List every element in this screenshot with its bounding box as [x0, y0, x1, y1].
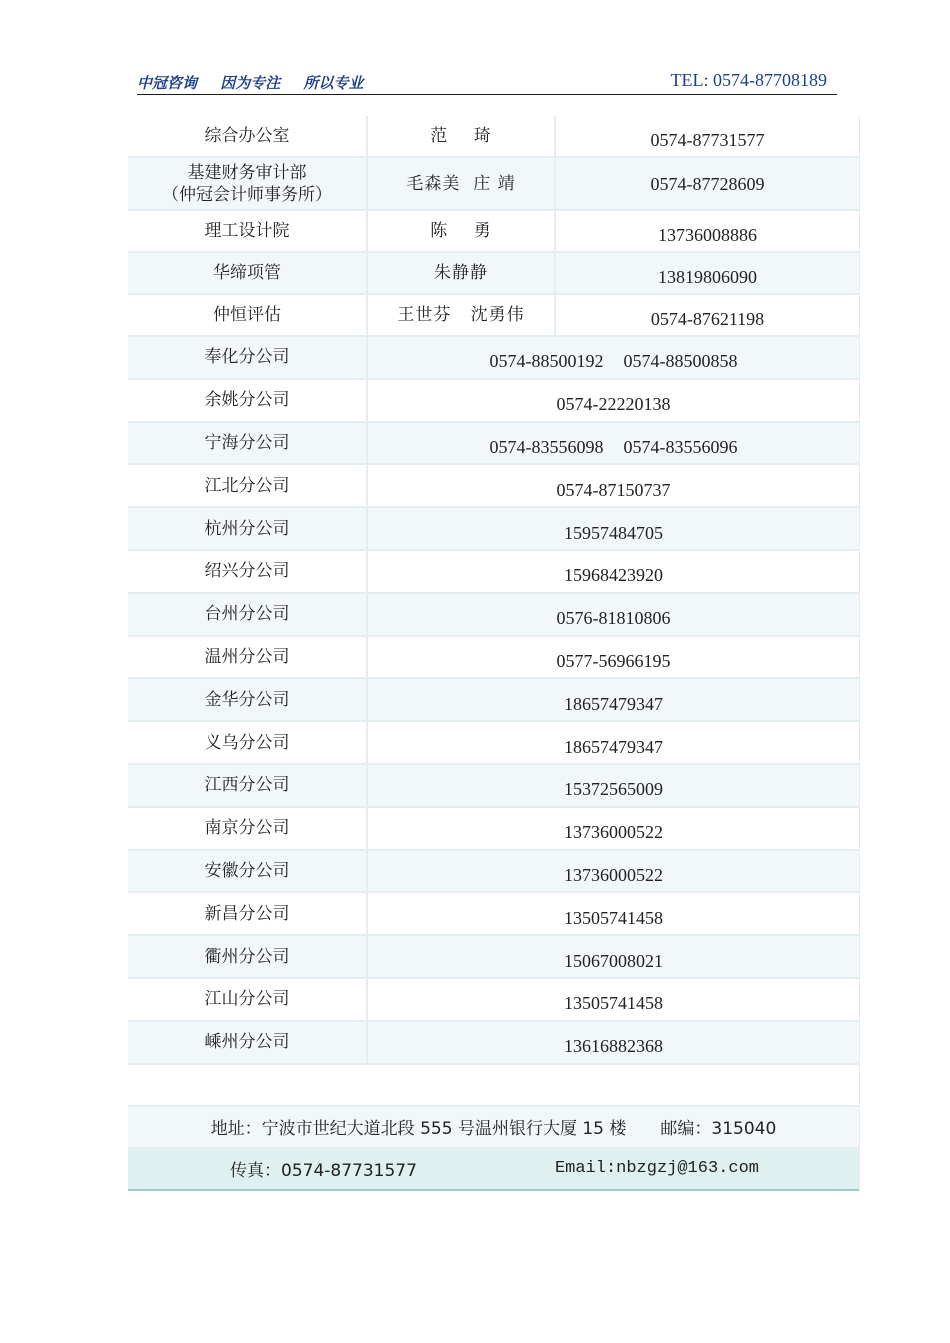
table-row — [128, 508, 859, 551]
table-row — [128, 979, 859, 1022]
department-rows — [128, 116, 859, 337]
contact-table — [128, 116, 860, 1191]
branch-name: 江北分公司 — [204, 475, 290, 496]
table-row — [128, 1022, 859, 1065]
phone-number: 0574-87731577 — [554, 116, 859, 156]
contact-person: 王世芬 沈勇伟 — [366, 295, 554, 335]
branch-phones — [366, 637, 859, 678]
page-header — [137, 66, 837, 95]
phone-number: 0574-88500192 — [489, 351, 604, 372]
phone-number: 15067008021 — [564, 950, 663, 971]
phone-number: 13505741458 — [564, 907, 663, 928]
table-row — [128, 551, 859, 594]
table-row — [128, 465, 859, 508]
phone-number: 15372565009 — [564, 779, 663, 800]
table-row — [128, 722, 859, 765]
table-row — [128, 158, 859, 211]
branch-phones — [366, 893, 859, 934]
branch-name: 义乌分公司 — [204, 732, 290, 753]
table-row — [128, 337, 859, 380]
phone-number: 15968423920 — [564, 565, 663, 586]
slogan-part: 因为专注 — [220, 74, 281, 92]
table-row — [128, 295, 859, 337]
branch-phones — [366, 594, 859, 635]
branch-phones — [366, 508, 859, 549]
branch-name: 绍兴分公司 — [204, 561, 290, 582]
phone-number: 13736000522 — [564, 864, 663, 885]
table-row — [128, 808, 859, 851]
phone-number: 13819806090 — [554, 253, 859, 293]
branch-phones — [366, 979, 859, 1020]
department-name: 仲恒评估 — [213, 305, 281, 325]
phone-number: 15957484705 — [564, 522, 663, 543]
table-row — [128, 936, 859, 979]
branch-name: 台州分公司 — [204, 604, 290, 625]
branch-name: 宁海分公司 — [204, 432, 290, 453]
phone-number: 0577-56966195 — [556, 650, 671, 671]
phone-number: 0574-83556096 — [623, 436, 738, 457]
phone-number: 18657479347 — [564, 736, 663, 757]
branch-phones — [366, 337, 859, 378]
branch-name: 江西分公司 — [204, 775, 290, 796]
table-row — [128, 679, 859, 722]
branch-phones — [366, 765, 859, 806]
branch-rows — [128, 337, 859, 1065]
table-row — [128, 423, 859, 466]
phone-number: 0574-87150737 — [556, 479, 671, 500]
table-row — [128, 851, 859, 894]
branch-name: 金华分公司 — [204, 689, 290, 710]
branch-name: 新昌分公司 — [204, 903, 290, 924]
branch-phones — [366, 679, 859, 720]
branch-name: 江山分公司 — [204, 989, 290, 1010]
table-row — [128, 594, 859, 637]
branch-phones — [366, 722, 859, 763]
branch-name: 安徽分公司 — [204, 860, 290, 881]
fax-text: 传真：0574-87731577 — [230, 1161, 417, 1182]
branch-phones — [366, 380, 859, 421]
department-name: 综合办公室 — [204, 126, 290, 146]
table-row — [128, 765, 859, 808]
phone-number: 13736000522 — [564, 822, 663, 843]
phone-number: 0576-81810806 — [556, 608, 671, 629]
phone-number: 13505741458 — [564, 993, 663, 1014]
phone-number: 0574-22220138 — [556, 394, 671, 415]
phone-number: 18657479347 — [564, 693, 663, 714]
contact-person: 朱静静 — [366, 253, 554, 293]
table-row — [128, 253, 859, 295]
branch-phones — [366, 1022, 859, 1063]
footer-address-row — [128, 1107, 859, 1149]
department-name: 华缔项管 — [213, 263, 281, 283]
branch-phones — [366, 551, 859, 592]
footer-fax-row — [128, 1149, 859, 1191]
phone-number: 0574-87621198 — [554, 295, 859, 335]
branch-name: 衢州分公司 — [204, 946, 290, 967]
branch-name: 嵊州分公司 — [204, 1032, 290, 1053]
branch-phones — [366, 423, 859, 464]
phone-number: 0574-83556098 — [489, 436, 604, 457]
department-name: 理工设计院 — [204, 221, 290, 241]
email-text: Email:nbzgzj@163.com — [554, 1159, 759, 1179]
slogan-part: 所以专业 — [303, 74, 364, 92]
department-name: 基建财务审计部 （仲冠会计师事务所） — [162, 162, 332, 205]
phone-number: 0574-87728609 — [554, 158, 859, 209]
phone-number: 13736008886 — [554, 211, 859, 251]
postcode-text: 邮编：315040 — [660, 1119, 777, 1140]
table-row — [128, 637, 859, 680]
address-text: 地址：宁波市世纪大道北段 555 号温州银行大厦 15 楼 — [210, 1119, 627, 1140]
phone-number: 0574-88500858 — [623, 351, 738, 372]
table-row — [128, 116, 859, 158]
branch-name: 南京分公司 — [204, 818, 290, 839]
phone-number: 13616882368 — [564, 1036, 663, 1057]
empty-row — [128, 1065, 859, 1107]
table-row — [128, 380, 859, 423]
branch-name: 余姚分公司 — [204, 390, 290, 411]
branch-phones — [366, 851, 859, 892]
branch-phones — [366, 808, 859, 849]
table-row — [128, 211, 859, 253]
contact-person: 陈 勇 — [366, 211, 554, 251]
slogan — [137, 72, 382, 93]
branch-name: 杭州分公司 — [204, 518, 290, 539]
contact-person: 范 琦 — [366, 116, 554, 156]
table-row — [128, 893, 859, 936]
contact-person: 毛森美 庄 靖 — [366, 158, 554, 209]
header-tel: TEL: 0574-87708189 — [670, 70, 827, 90]
slogan-part: 中冠咨询 — [137, 74, 198, 92]
branch-name: 温州分公司 — [204, 646, 290, 667]
branch-phones — [366, 936, 859, 977]
branch-name: 奉化分公司 — [204, 347, 290, 368]
branch-phones — [366, 465, 859, 506]
